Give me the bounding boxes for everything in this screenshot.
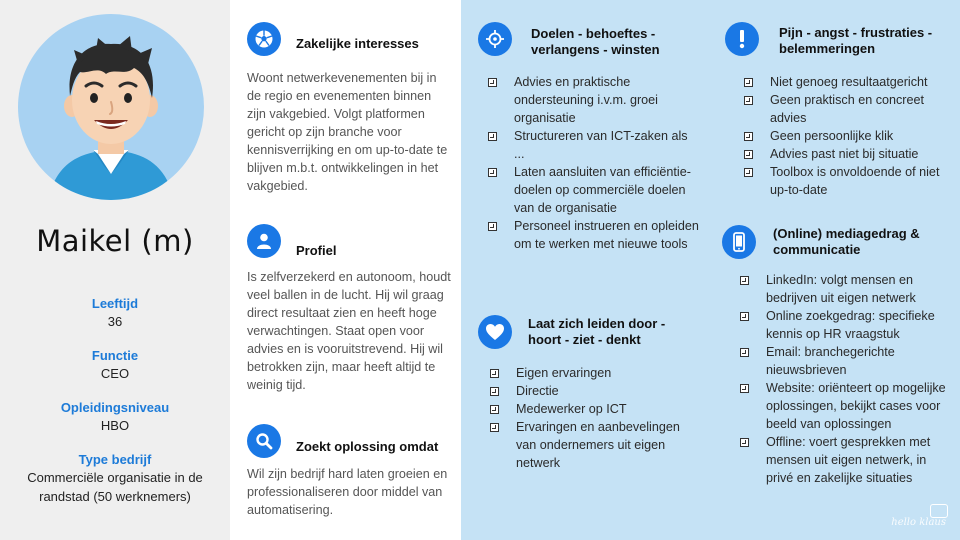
persona-name: Maikel (m) [36,224,194,258]
checkbox-bullet-icon [490,369,499,378]
list-item: Eigen ervaringen [486,364,699,382]
fact-function [0,348,230,383]
middle-panel [230,0,461,540]
fact-label: Leeftijd [91,296,139,311]
section-title: Zakelijke interesses [296,36,419,51]
checkbox-bullet-icon [740,384,749,393]
checkbox-bullet-icon [490,423,499,432]
list-item: Toolbox is onvoldoende of niet up-to-date [740,163,945,199]
influences-list [486,364,699,472]
section-title: (Online) mediagedrag & communicatie [773,226,920,257]
media-list [736,271,956,487]
list-item: LinkedIn: volgt mensen en bedrijven uit eigen netwerk [736,271,956,307]
list-item: Geen persoonlijke klik [740,127,945,145]
persona-panel [0,0,230,540]
checkbox-bullet-icon [490,387,499,396]
needs-panel [461,0,960,540]
section-title: Doelen - behoeftes - verlangens - winsten [531,26,660,57]
heart-icon [478,315,512,349]
pains-list [740,73,945,199]
checkbox-bullet-icon [490,405,499,414]
list-item: Niet genoeg resultaatgericht [740,73,945,91]
user-icon [247,224,281,258]
checkbox-bullet-icon [744,96,753,105]
profile-text: Is zelfverzekerd en autonoom, houdt veel ballen in de lucht. Hij wil graag direct resultaat zien en heeft hoge verwachtingen. Staat open voor advies en is vooruitstrevend. Hij wil betrokken zijn, maar heeft altijd te weinig tijd. [247,270,451,392]
persona-facts [0,296,230,523]
list-item: Laten aansluiten van efficiëntie-doelen op commerciële doelen van de organisatie [484,163,699,217]
checkbox-bullet-icon [740,438,749,447]
fact-value: Commerciële organisatie in de randstad (50 werknemers) [27,470,203,504]
fact-label: Functie [91,348,139,363]
checkbox-bullet-icon [488,222,497,231]
list-item: Offline: voert gesprekken met mensen uit eigen netwerk, in privé en zakelijke situaties [736,433,956,487]
list-item: Advies en praktische ondersteuning i.v.m. groei organisatie [484,73,699,127]
goals-list [484,73,699,253]
chat-bubble-icon [930,504,948,518]
fact-value: CEO [100,366,130,381]
section-title: Laat zich leiden door - hoort - ziet - denkt [528,316,666,347]
section-title: Zoekt oplossing omdat [296,439,439,454]
brand-logo: hello klaus [891,517,946,528]
list-item: Directie [486,382,699,400]
soccer-ball-icon [247,22,281,56]
search-reason-text: Wil zijn bedrijf hard laten groeien en professionaliseren door middel van automatisering. [247,467,448,517]
business-interests-text: Woont netwerkevenementen bij in de regio en evenementen binnen zijn vakgebied. Volgt platformen gericht op zijn branche voor kennisverrijking en om up-to-date te blijven m.b.t. ontwikkelingen in het vakgebied. [247,71,448,193]
avatar-illustration [18,14,204,200]
fact-age [0,296,230,331]
search-icon [247,424,281,458]
checkbox-bullet-icon [744,168,753,177]
checkbox-bullet-icon [488,78,497,87]
list-item: Website: oriënteert op mogelijke oplossingen, bekijkt cases voor beeld van oplossingen [736,379,956,433]
fact-value: HBO [100,418,130,433]
checkbox-bullet-icon [740,348,749,357]
fact-education [0,400,230,435]
fact-label: Type bedrijf [78,452,152,467]
fact-company-type [0,452,230,506]
checkbox-bullet-icon [488,132,497,141]
list-item: Personeel instrueren en opleiden om te werken met nieuwe tools [484,217,699,253]
exclamation-icon [725,22,759,56]
list-item: Online zoekgedrag: specifieke kennis op HR vraagstuk [736,307,956,343]
fact-value: 36 [107,314,123,329]
list-item: Email: branchegerichte nieuwsbrieven [736,343,956,379]
avatar [18,14,204,200]
checkbox-bullet-icon [744,78,753,87]
section-title: Pijn - angst - frustraties - belemmeringen [779,25,933,56]
list-item: Medewerker op ICT [486,400,699,418]
target-icon [478,22,512,56]
fact-label: Opleidingsniveau [60,400,170,415]
list-item: Advies past niet bij situatie [740,145,945,163]
checkbox-bullet-icon [740,276,749,285]
checkbox-bullet-icon [488,168,497,177]
checkbox-bullet-icon [740,312,749,321]
list-item: Geen praktisch en concreet advies [740,91,945,127]
list-item: Structureren van ICT-zaken als ... [484,127,699,163]
checkbox-bullet-icon [744,132,753,141]
list-item: Ervaringen en aanbevelingen van ondernemers uit eigen netwerk [486,418,699,472]
section-title: Profiel [296,243,337,258]
checkbox-bullet-icon [744,150,753,159]
smartphone-icon [722,225,756,259]
